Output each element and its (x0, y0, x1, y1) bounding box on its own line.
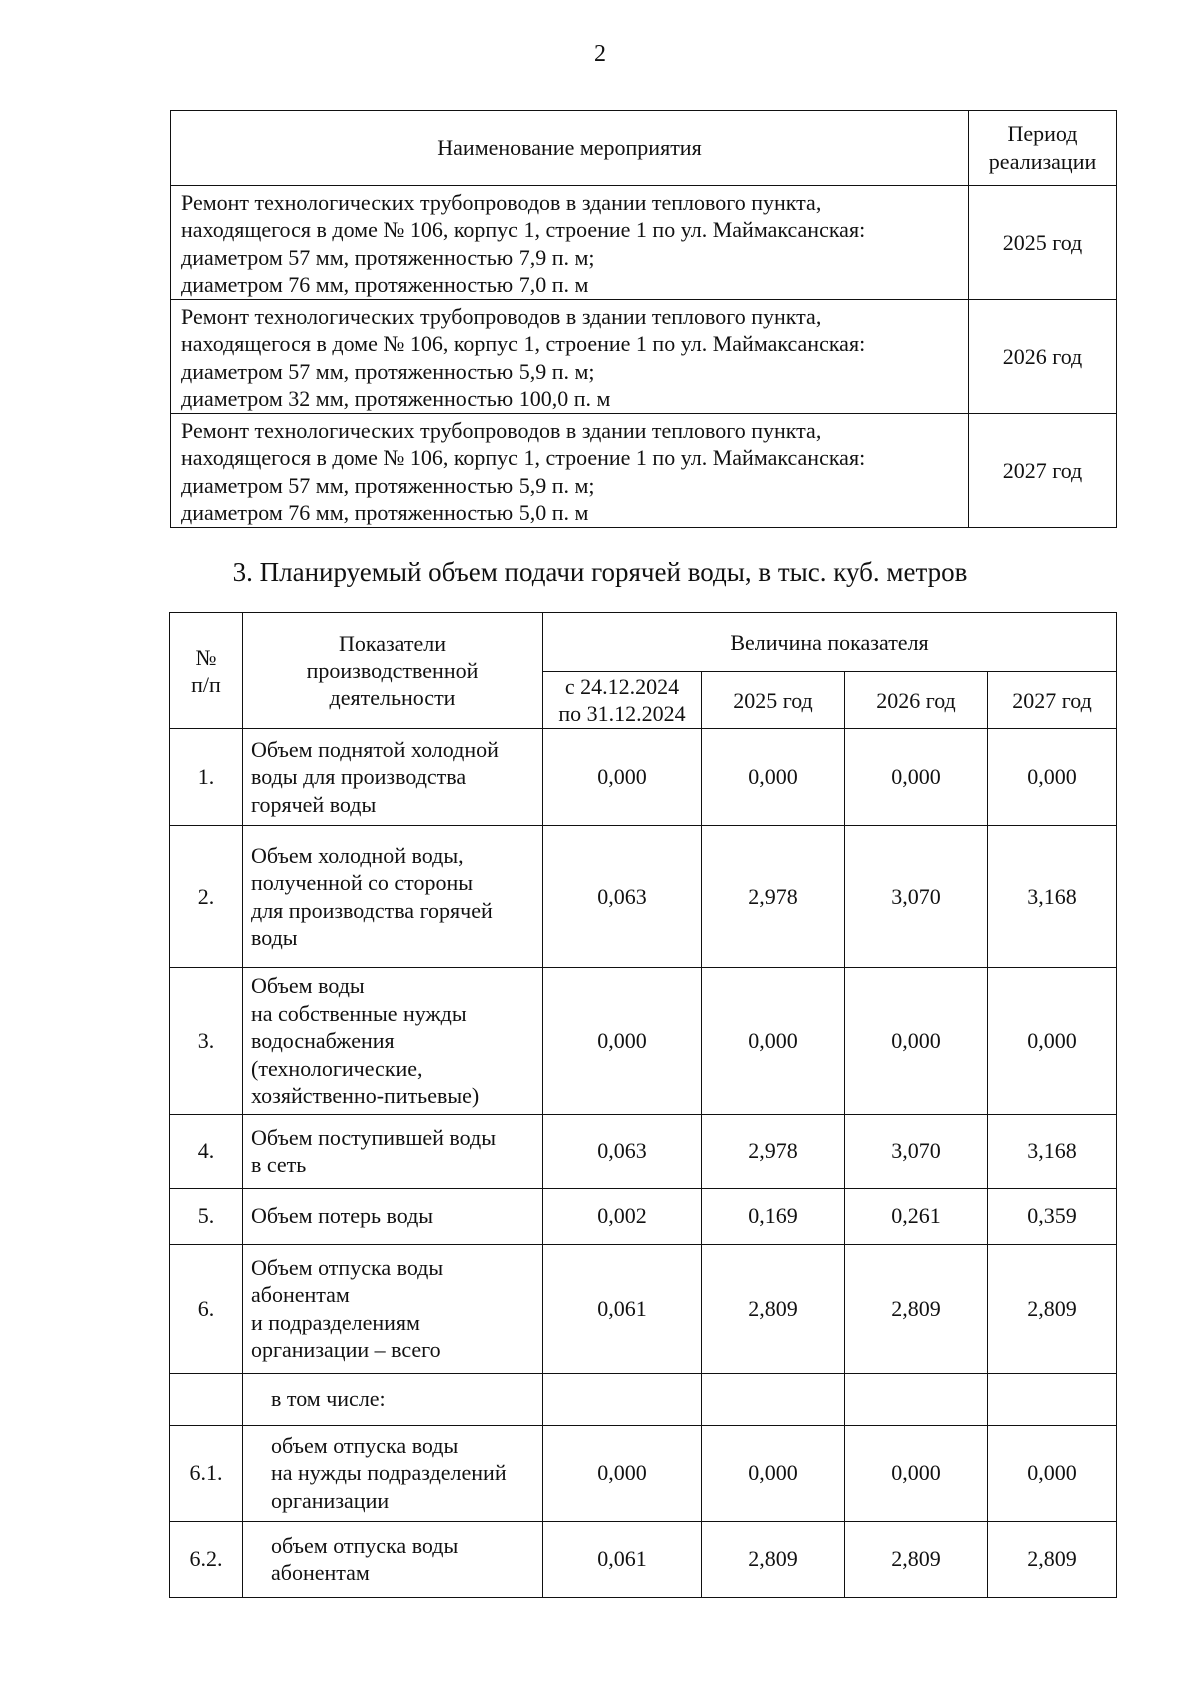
value-2027 (988, 1373, 1117, 1425)
value-2026: 0,000 (845, 729, 988, 826)
row-indicator (243, 968, 543, 1115)
value-2025: 0,000 (702, 1425, 845, 1521)
indicator-line: абонентам (271, 1560, 370, 1585)
value-2027: 0,000 (988, 968, 1117, 1115)
measure-line: диаметром 57 мм, протяженностью 5,9 п. м; (181, 358, 595, 384)
value-2025: 2,809 (702, 1244, 845, 1373)
value-2025: 0,000 (702, 968, 845, 1115)
measure-description (171, 300, 969, 414)
header-indicator-line: деятельности (329, 685, 456, 710)
table-row (170, 1425, 1117, 1521)
header-period-line: по 31.12.2024 (558, 701, 686, 726)
indicator-line: воды (251, 925, 298, 950)
row-number: 1. (170, 729, 243, 826)
row-number: 5. (170, 1188, 243, 1244)
row-indicator (243, 1373, 543, 1425)
measure-line: находящегося в доме № 106, корпус 1, строение 1 по ул. Маймаксанская: (181, 445, 866, 470)
measure-line: Ремонт технологических трубопроводов в здании теплового пункта, (181, 417, 822, 443)
indicator-line: объем отпуска воды (271, 1532, 459, 1558)
measure-line: диаметром 57 мм, протяженностью 5,9 п. м; (181, 472, 595, 498)
row-number: 4. (170, 1114, 243, 1188)
measure-description (171, 186, 969, 300)
measure-line: диаметром 76 мм, протяженностью 5,0 п. м (181, 500, 589, 525)
measure-line: находящегося в доме № 106, корпус 1, строение 1 по ул. Маймаксанская: (181, 217, 866, 242)
indicator-line: и подразделениям (251, 1309, 420, 1335)
measure-row (171, 300, 1117, 414)
table-row (170, 826, 1117, 968)
indicator-line: горячей воды (251, 791, 377, 817)
value-2024-period (543, 1373, 702, 1425)
measure-row (171, 414, 1117, 528)
indicator-line: организации – всего (251, 1337, 441, 1362)
header-year-2027: 2027 год (988, 672, 1117, 729)
value-2027: 3,168 (988, 826, 1117, 968)
header-period-line: с 24.12.2024 (564, 674, 680, 699)
indicator-line: на собственные нужды (251, 1000, 467, 1026)
table-row (170, 968, 1117, 1115)
indicator-line: Объем поднятой холодной (251, 736, 499, 762)
header-period (543, 672, 702, 729)
indicator-line: на нужды подразделений (271, 1460, 507, 1486)
value-2025: 2,809 (702, 1521, 845, 1597)
measures-header-row (171, 111, 1117, 186)
indicator-line: в сеть (251, 1152, 307, 1177)
measure-period: 2025 год (969, 186, 1117, 300)
value-2027: 2,809 (988, 1244, 1117, 1373)
measure-description (171, 414, 969, 528)
row-number: 6.2. (170, 1521, 243, 1597)
value-2027: 0,000 (988, 1425, 1117, 1521)
header-year-2025: 2025 год (702, 672, 845, 729)
measure-line: Ремонт технологических трубопроводов в здании теплового пункта, (181, 189, 822, 215)
volume-table-body (170, 729, 1117, 1598)
measure-period: 2026 год (969, 300, 1117, 414)
value-2026: 2,809 (845, 1244, 988, 1373)
value-2026 (845, 1373, 988, 1425)
measure-period: 2027 год (969, 414, 1117, 528)
indicator-line: для производства горячей (251, 897, 493, 923)
measures-table (170, 110, 1117, 528)
indicator-line: Объем отпуска воды (251, 1254, 444, 1280)
indicator-line: полученной со стороны (251, 870, 474, 895)
row-indicator (243, 1425, 543, 1521)
value-2024-period: 0,063 (543, 1114, 702, 1188)
header-indicator (243, 613, 543, 729)
value-2024-period: 0,000 (543, 729, 702, 826)
row-number: 3. (170, 968, 243, 1115)
value-2024-period: 0,000 (543, 1425, 702, 1521)
value-2025: 0,000 (702, 729, 845, 826)
row-number: 6. (170, 1244, 243, 1373)
indicator-line: в том числе: (271, 1386, 386, 1412)
period-header-line: реализации (988, 149, 1097, 174)
value-2025: 2,978 (702, 826, 845, 968)
indicator-line: (технологические, (251, 1055, 423, 1081)
value-2024-period: 0,063 (543, 826, 702, 968)
row-indicator (243, 729, 543, 826)
value-2026: 3,070 (845, 826, 988, 968)
value-2027: 0,000 (988, 729, 1117, 826)
value-2026: 0,000 (845, 968, 988, 1115)
value-2027: 2,809 (988, 1521, 1117, 1597)
row-indicator (243, 1521, 543, 1597)
indicator-line: хозяйственно-питьевые) (251, 1083, 480, 1108)
value-2025: 0,169 (702, 1188, 845, 1244)
indicator-line: Объем потерь воды (251, 1203, 434, 1229)
volume-table (169, 612, 1117, 1598)
measure-line: диаметром 76 мм, протяженностью 7,0 п. м (181, 272, 589, 297)
value-2024-period: 0,061 (543, 1244, 702, 1373)
table-row (170, 1244, 1117, 1373)
row-number: 2. (170, 826, 243, 968)
header-num (170, 613, 243, 729)
value-2024-period: 0,061 (543, 1521, 702, 1597)
section-title: 3. Планируемый объем подачи горячей воды, в тыс. куб. метров (232, 557, 968, 587)
page-number: 2 (594, 41, 606, 67)
indicator-line: воды для производства (251, 764, 467, 790)
indicator-line: Объем воды (251, 973, 365, 998)
row-number (170, 1373, 243, 1425)
table-row (170, 1188, 1117, 1244)
measure-line: Ремонт технологических трубопроводов в здании теплового пункта, (181, 303, 822, 329)
table-row (170, 1114, 1117, 1188)
row-indicator (243, 1244, 543, 1373)
table-row (170, 729, 1117, 826)
value-2024-period: 0,002 (543, 1188, 702, 1244)
table-row (170, 1521, 1117, 1597)
value-2026: 2,809 (845, 1521, 988, 1597)
indicator-line: Объем поступившей воды (251, 1124, 496, 1150)
value-2025: 2,978 (702, 1114, 845, 1188)
value-2024-period: 0,000 (543, 968, 702, 1115)
value-2027: 0,359 (988, 1188, 1117, 1244)
indicator-line: организации (271, 1487, 390, 1513)
measures-header-period (969, 111, 1117, 186)
measure-row (171, 186, 1117, 300)
row-indicator (243, 826, 543, 968)
row-number: 6.1. (170, 1425, 243, 1521)
value-2025 (702, 1373, 845, 1425)
header-num-line: № (195, 644, 217, 670)
table-row (170, 1373, 1117, 1425)
value-2026: 0,000 (845, 1425, 988, 1521)
indicator-line: Объем холодной воды, (251, 842, 464, 868)
indicator-line: абонентам (251, 1282, 350, 1307)
volume-header-row (170, 613, 1117, 672)
header-value-group: Величина показателя (543, 613, 1117, 672)
measure-line: диаметром 57 мм, протяженностью 7,9 п. м; (181, 244, 595, 270)
header-num-line: п/п (191, 671, 221, 697)
header-indicator-line: Показатели (338, 631, 447, 656)
indicator-line: водоснабжения (251, 1028, 395, 1053)
row-indicator (243, 1114, 543, 1188)
period-header-line: Период (1007, 121, 1078, 146)
measures-header-name: Наименование мероприятия (171, 111, 969, 186)
header-indicator-line: производственной (306, 658, 479, 683)
row-indicator (243, 1188, 543, 1244)
value-2026: 3,070 (845, 1114, 988, 1188)
value-2027: 3,168 (988, 1114, 1117, 1188)
value-2026: 0,261 (845, 1188, 988, 1244)
indicator-line: объем отпуска воды (271, 1432, 459, 1458)
measure-line: диаметром 32 мм, протяженностью 100,0 п. м (181, 386, 611, 411)
header-year-2026: 2026 год (845, 672, 988, 729)
measure-line: находящегося в доме № 106, корпус 1, строение 1 по ул. Маймаксанская: (181, 331, 866, 356)
